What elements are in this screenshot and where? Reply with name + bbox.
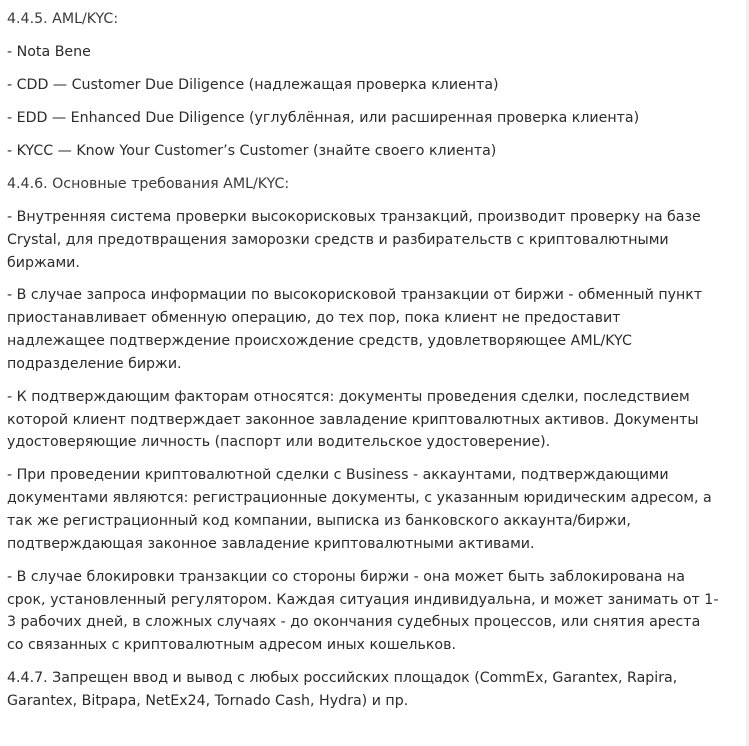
list-item-nota-bene: - Nota Bene [7, 43, 91, 60]
paragraph-transaction-blocking: - В случае блокировки транзакции со стороны биржи - она может быть заблокирована на срок, установленный регулятором. Каждая ситуация индивидуальна, и может занимать от 1-3 рабочих дней, в сложных случаях - до окончания судебных процессов, или снятия ареста со связанных с криптовалютным адресом иных кошельков. [7, 568, 719, 654]
section-heading-requirements: 4.4.6. Основные требования AML/KYC: [7, 175, 290, 192]
paragraph-business-accounts: - При проведении криптовалютной сделки с Business - аккаунтами, подтверждающими документами являются: регистрационные документы, с указанным юридическим адресом, а так же регистрационный код компании, выписка из банковского аккаунта/биржи, подтверждающая законное завладение криптовалютными активами. [7, 467, 712, 552]
paragraph-information-request: - В случае запроса информации по высокорисковой транзакции от биржи - обменный пункт приостанавливает обменную операцию, до тех пор, пока клиент не предоставит надлежащее подтверждение происхождение средств, удовлетворяющее AML/KYC подразделение биржи. [7, 287, 703, 372]
list-item-kycc: - KYCC — Know Your Customer’s Customer (знайте своего клиента) [7, 142, 497, 159]
paragraph-confirming-factors: - К подтверждающим факторам относятся: документы проведения сделки, последствием которой клиент подтверждает законное завладение криптовалютных активов. Документы удостоверяющие личность (паспорт или водительское удостоверение). [7, 388, 699, 451]
section-heading-aml-kyc: 4.4.5. AML/KYC: [7, 11, 119, 27]
list-item-cdd: - CDD — Customer Due Diligence (надлежащая проверка клиента) [7, 76, 499, 93]
paragraph-internal-system: - Внутренняя система проверки высокорисковых транзакций, производит проверку на базе Crystal, для предотвращения заморозки средств и разбирательств с криптовалютными биржами. [7, 208, 701, 271]
list-item-edd: - EDD — Enhanced Due Diligence (углублённая, или расширенная проверка клиента) [7, 109, 640, 126]
paragraph-prohibited-platforms: 4.4.7. Запрещен ввод и вывод с любых российских площадок (CommEx, Garantex, Rapira, Garantex, Bitpapa, NetEx24, Tornado Cash, Hydra) и пр. [7, 670, 678, 709]
